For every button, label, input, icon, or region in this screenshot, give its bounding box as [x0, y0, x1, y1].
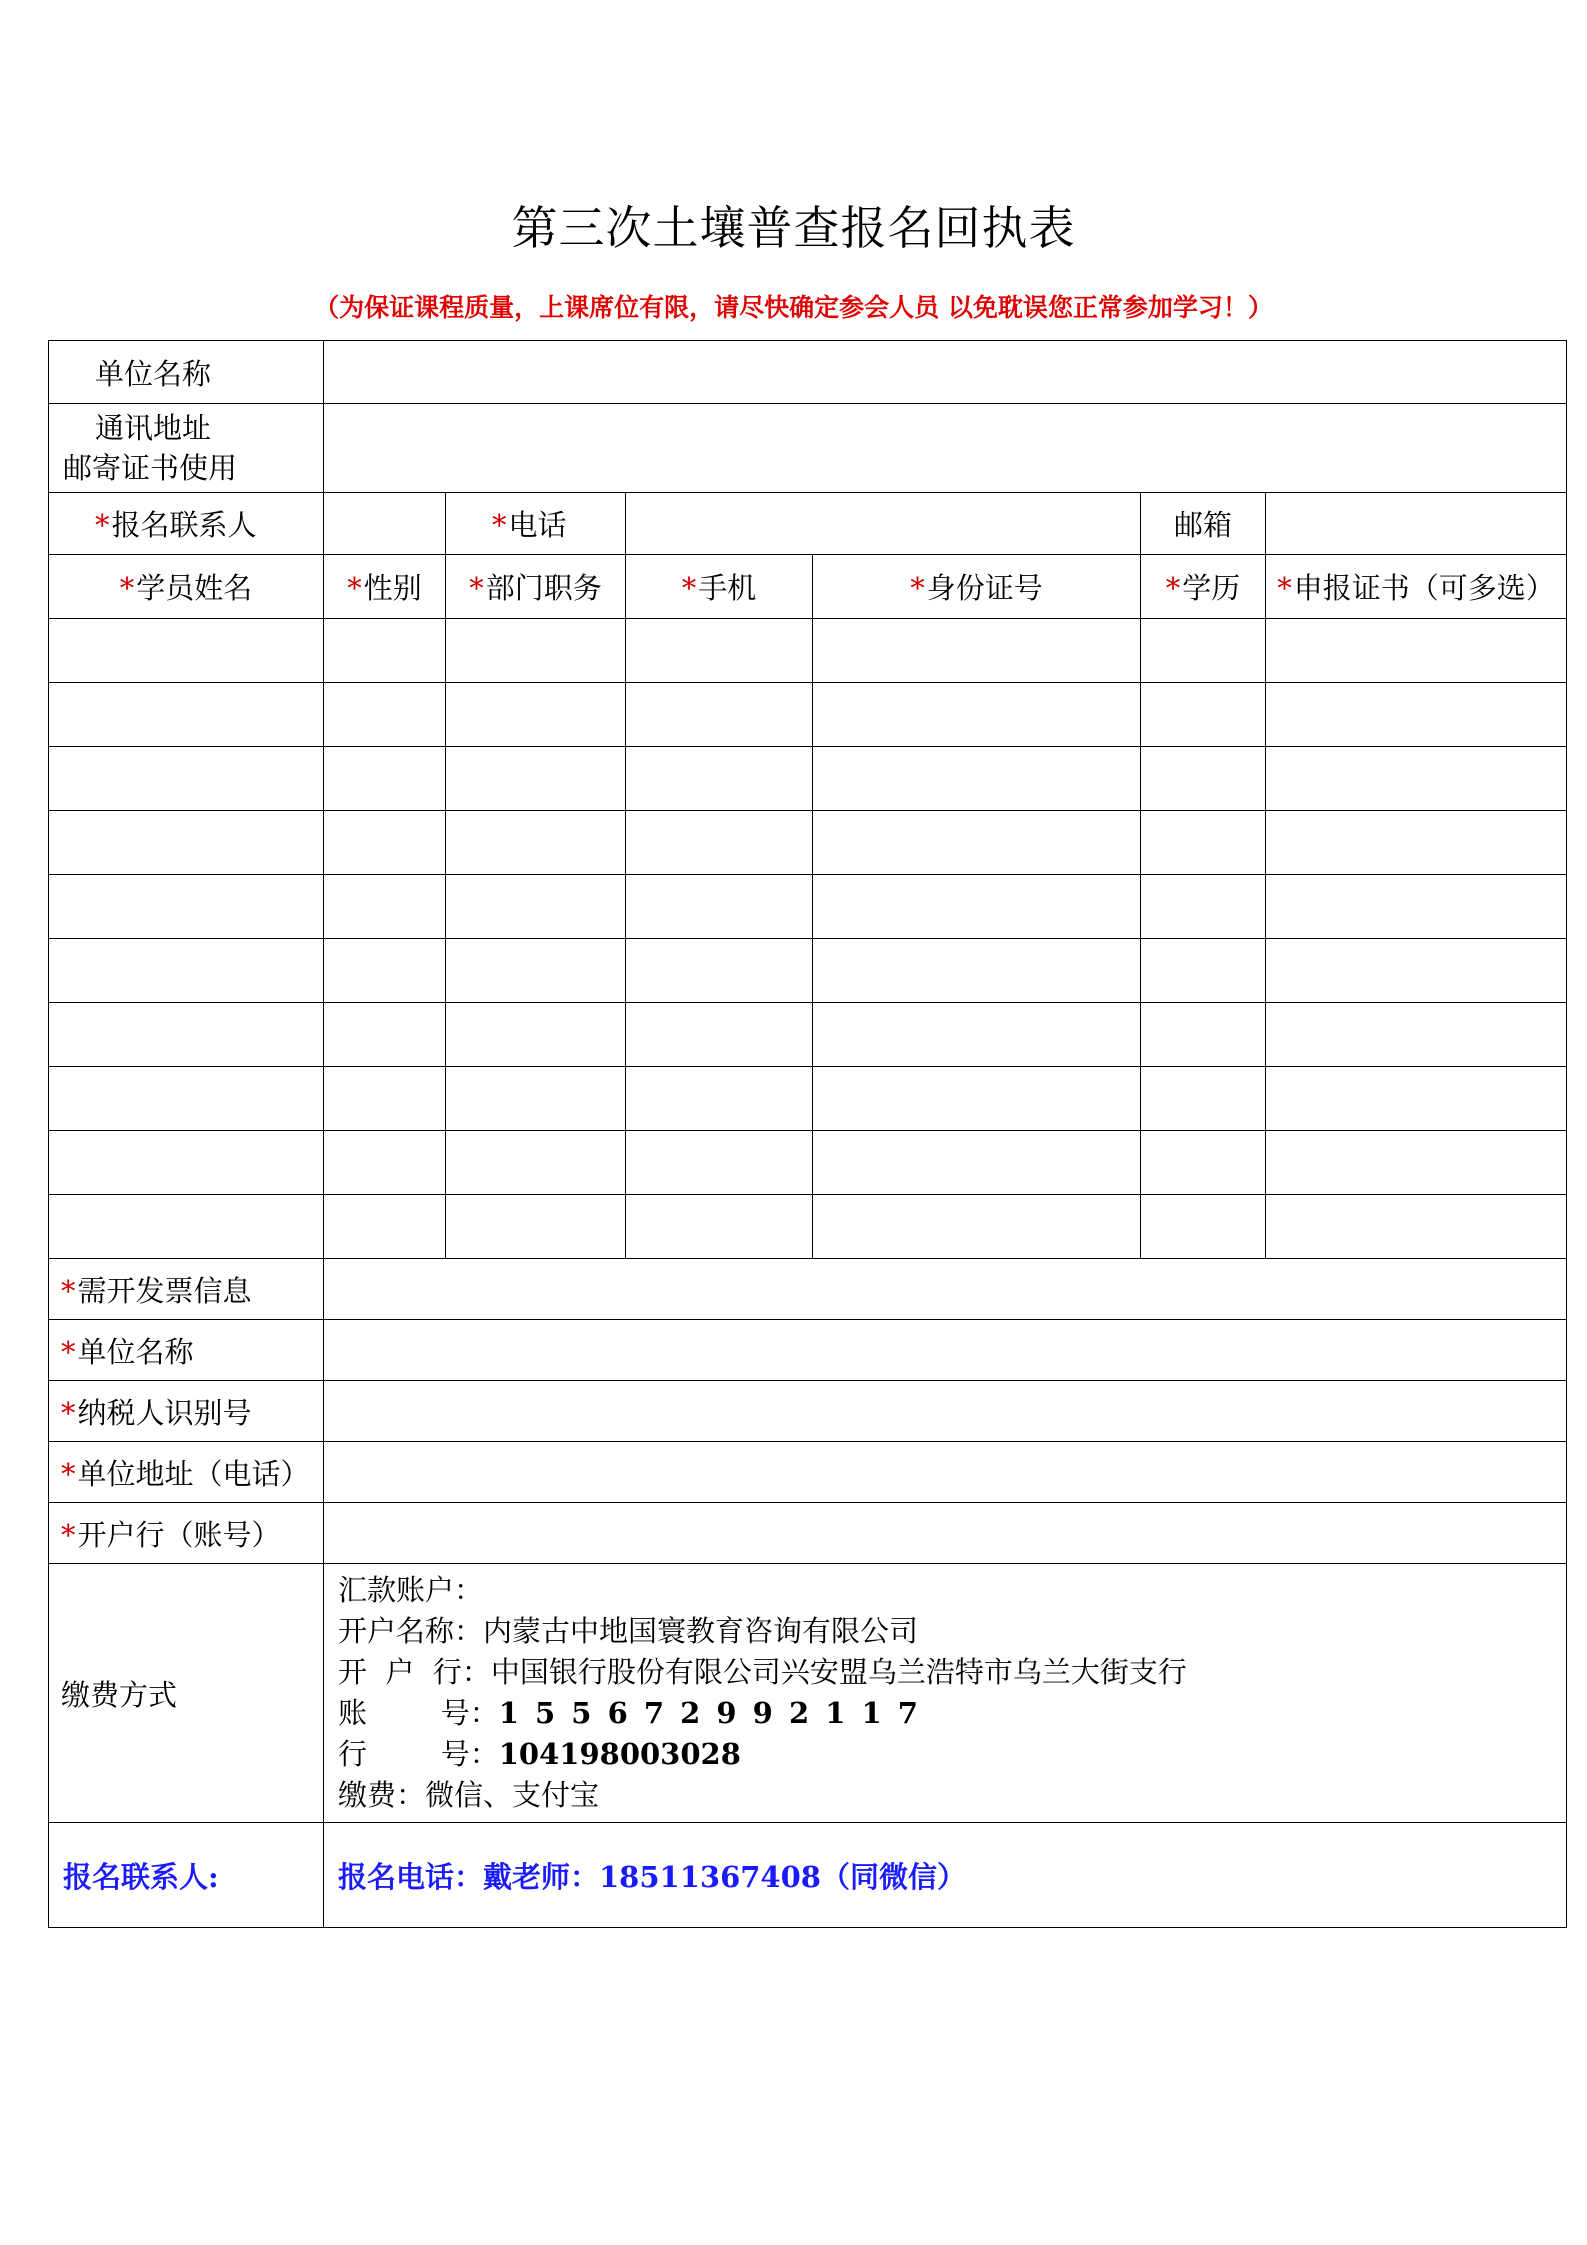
invoice-title-input-cell[interactable]	[324, 1259, 1567, 1320]
student-input-cell[interactable]	[626, 1195, 813, 1259]
student-input-cell[interactable]	[446, 619, 626, 683]
student-row	[49, 875, 1567, 939]
header-text: 身份证号	[926, 571, 1043, 605]
address-label-line1: 通讯地址	[95, 411, 212, 445]
bank-text: 开户行（账号）	[77, 1517, 281, 1552]
payment-row	[49, 1564, 1567, 1823]
header-text: 手机	[698, 571, 757, 605]
required-star: *	[61, 1273, 76, 1308]
student-input-cell[interactable]	[813, 1067, 1141, 1131]
required-star: *	[61, 1456, 76, 1491]
student-input-cell[interactable]	[813, 747, 1141, 811]
student-input-cell[interactable]	[1141, 1003, 1266, 1067]
student-input-cell[interactable]	[1266, 939, 1567, 1003]
student-input-cell[interactable]	[324, 875, 446, 939]
student-input-cell[interactable]	[1141, 875, 1266, 939]
notice-text: （为保证课程质量，上课席位有限，请尽快确定参会人员 以免耽误您正常参加学习！）	[314, 293, 1273, 322]
unit-address-label	[49, 1442, 324, 1503]
student-input-cell[interactable]	[1266, 811, 1567, 875]
header-text: 学员姓名	[136, 571, 253, 605]
email-input-cell[interactable]	[1266, 493, 1567, 555]
unit-address-row	[49, 1442, 1567, 1503]
student-input-cell[interactable]	[446, 939, 626, 1003]
unit-name-row	[49, 341, 1567, 404]
student-input-cell[interactable]	[1266, 619, 1567, 683]
student-row	[49, 1131, 1567, 1195]
header-text: 性别	[363, 571, 422, 605]
student-input-cell[interactable]	[324, 1195, 446, 1259]
required-star: *	[61, 1334, 76, 1369]
invoice-title-label	[49, 1259, 324, 1320]
required-star: *	[910, 571, 925, 605]
footer-contact-label: 报名联系人:	[49, 1823, 324, 1928]
student-input-cell[interactable]	[1141, 747, 1266, 811]
invoice-title-text: 需开发票信息	[77, 1273, 252, 1308]
student-input-cell[interactable]	[49, 1067, 324, 1131]
contact-row	[49, 493, 1567, 555]
footer-row	[49, 1823, 1567, 1928]
address-row	[49, 404, 1567, 493]
payment-line-methods: 缴费：微信、支付宝	[338, 1778, 600, 1812]
required-star: *	[119, 571, 135, 605]
student-input-cell[interactable]	[446, 683, 626, 747]
unit-name-input-cell[interactable]	[324, 341, 1567, 404]
student-input-cell[interactable]	[49, 619, 324, 683]
student-input-cell[interactable]	[324, 939, 446, 1003]
student-input-cell[interactable]	[1141, 683, 1266, 747]
student-row	[49, 747, 1567, 811]
header-mobile	[626, 555, 813, 619]
student-row	[49, 619, 1567, 683]
student-input-cell[interactable]	[626, 1131, 813, 1195]
required-star: *	[61, 1517, 76, 1552]
student-input-cell[interactable]	[813, 683, 1141, 747]
student-input-cell[interactable]	[813, 1131, 1141, 1195]
payment-line-bank: 开 户 行：中国银行股份有限公司兴安盟乌兰浩特市乌兰大街支行	[338, 1655, 1187, 1689]
student-row	[49, 1067, 1567, 1131]
student-header-row	[49, 555, 1567, 619]
student-input-cell[interactable]	[324, 683, 446, 747]
student-input-cell[interactable]	[626, 811, 813, 875]
header-student-name	[49, 555, 324, 619]
invoice-unit-text: 单位名称	[77, 1334, 194, 1369]
required-star: *	[681, 571, 697, 605]
student-input-cell[interactable]	[324, 1067, 446, 1131]
student-input-cell[interactable]	[626, 875, 813, 939]
student-row	[49, 683, 1567, 747]
address-label	[49, 404, 324, 493]
student-input-cell[interactable]	[446, 875, 626, 939]
student-input-cell[interactable]	[813, 1003, 1141, 1067]
payment-details	[324, 1564, 1567, 1823]
header-text: 部门职务	[485, 571, 602, 605]
footer-contact-value: 报名电话：戴老师：18511367408（同微信）	[324, 1823, 1567, 1928]
required-star: *	[1165, 571, 1181, 605]
student-input-cell[interactable]	[1266, 747, 1567, 811]
student-input-cell[interactable]	[49, 683, 324, 747]
required-star: *	[61, 1395, 76, 1430]
student-input-cell[interactable]	[626, 1003, 813, 1067]
bank-code-value: 104198003028	[498, 1737, 741, 1771]
contact-person-text: 报名联系人	[111, 508, 257, 542]
student-input-cell[interactable]	[324, 811, 446, 875]
student-row	[49, 811, 1567, 875]
header-certificate	[1266, 555, 1567, 619]
tax-id-row	[49, 1381, 1567, 1442]
student-input-cell[interactable]	[626, 939, 813, 1003]
account-number-value: 1 5 5 6 7 2 9 9 2 1 1 7	[498, 1696, 921, 1730]
student-input-cell[interactable]	[626, 1067, 813, 1131]
student-input-cell[interactable]	[446, 1131, 626, 1195]
student-input-cell[interactable]	[1141, 1195, 1266, 1259]
student-input-cell[interactable]	[1141, 939, 1266, 1003]
payment-label: 缴费方式	[49, 1564, 324, 1823]
page-title: 第三次土壤普查报名回执表	[511, 201, 1076, 255]
student-input-cell[interactable]	[626, 683, 813, 747]
student-input-cell[interactable]	[1266, 1131, 1567, 1195]
address-input-cell[interactable]	[324, 404, 1567, 493]
student-input-cell[interactable]	[324, 1131, 446, 1195]
bank-input-cell[interactable]	[324, 1503, 1567, 1564]
bank-code-label: 行 号：	[338, 1737, 499, 1771]
header-text: 申报证书（可多选）	[1293, 571, 1555, 605]
student-input-cell[interactable]	[324, 747, 446, 811]
student-row	[49, 1195, 1567, 1259]
email-label: 邮箱	[1141, 493, 1266, 555]
invoice-unit-input-cell[interactable]	[324, 1320, 1567, 1381]
contact-person-label	[49, 493, 324, 555]
student-input-cell[interactable]	[1266, 683, 1567, 747]
student-input-cell[interactable]	[1266, 1003, 1567, 1067]
student-input-cell[interactable]	[446, 811, 626, 875]
student-input-cell[interactable]	[1266, 1195, 1567, 1259]
header-department-position	[446, 555, 626, 619]
student-input-cell[interactable]	[1141, 811, 1266, 875]
tax-id-text: 纳税人识别号	[77, 1395, 252, 1430]
address-label-line2: 邮寄证书使用	[63, 451, 238, 485]
student-rows	[49, 619, 1567, 1259]
bank-label	[49, 1503, 324, 1564]
student-input-cell[interactable]	[446, 747, 626, 811]
student-input-cell[interactable]	[626, 747, 813, 811]
registration-form	[48, 340, 1567, 1928]
required-star: *	[1277, 571, 1292, 605]
invoice-title-row	[49, 1259, 1567, 1320]
required-star: *	[95, 508, 110, 542]
student-input-cell[interactable]	[49, 1003, 324, 1067]
student-input-cell[interactable]	[1141, 1067, 1266, 1131]
student-row	[49, 1003, 1567, 1067]
bank-row	[49, 1503, 1567, 1564]
header-education	[1141, 555, 1266, 619]
student-input-cell[interactable]	[1141, 1131, 1266, 1195]
account-number-label: 账 号：	[338, 1696, 499, 1730]
student-input-cell[interactable]	[1266, 875, 1567, 939]
student-input-cell[interactable]	[626, 619, 813, 683]
phone-label	[446, 493, 626, 555]
student-row	[49, 939, 1567, 1003]
header-id-number	[813, 555, 1141, 619]
invoice-unit-label	[49, 1320, 324, 1381]
required-star: *	[347, 571, 362, 605]
required-star: *	[492, 508, 507, 542]
unit-address-text: 单位地址（电话）	[77, 1456, 310, 1491]
payment-line-account-number	[338, 1693, 1566, 1734]
student-input-cell[interactable]	[49, 939, 324, 1003]
student-input-cell[interactable]	[1141, 619, 1266, 683]
payment-line-bank-code	[338, 1734, 1566, 1775]
invoice-unit-row	[49, 1320, 1567, 1381]
student-input-cell[interactable]	[813, 811, 1141, 875]
student-input-cell[interactable]	[49, 747, 324, 811]
student-input-cell[interactable]	[813, 1195, 1141, 1259]
student-input-cell[interactable]	[813, 875, 1141, 939]
student-input-cell[interactable]	[49, 811, 324, 875]
contact-person-input-cell[interactable]	[324, 493, 446, 555]
tax-id-label	[49, 1381, 324, 1442]
student-input-cell[interactable]	[1266, 1067, 1567, 1131]
student-input-cell[interactable]	[446, 1195, 626, 1259]
student-input-cell[interactable]	[49, 1195, 324, 1259]
payment-line-account-title: 汇款账户：	[338, 1573, 484, 1607]
student-input-cell[interactable]	[446, 1067, 626, 1131]
tax-id-input-cell[interactable]	[324, 1381, 1567, 1442]
phone-text: 电话	[508, 508, 567, 542]
student-input-cell[interactable]	[324, 619, 446, 683]
unit-name-label: 单位名称	[49, 341, 324, 404]
phone-input-cell[interactable]	[626, 493, 1141, 555]
header-gender	[324, 555, 446, 619]
student-input-cell[interactable]	[324, 1003, 446, 1067]
student-input-cell[interactable]	[813, 619, 1141, 683]
student-input-cell[interactable]	[49, 875, 324, 939]
student-input-cell[interactable]	[446, 1003, 626, 1067]
student-input-cell[interactable]	[49, 1131, 324, 1195]
payment-line-account-name: 开户名称：内蒙古中地国寰教育咨询有限公司	[338, 1614, 919, 1648]
header-text: 学历	[1182, 571, 1241, 605]
student-input-cell[interactable]	[813, 939, 1141, 1003]
unit-address-input-cell[interactable]	[324, 1442, 1567, 1503]
required-star: *	[469, 571, 484, 605]
